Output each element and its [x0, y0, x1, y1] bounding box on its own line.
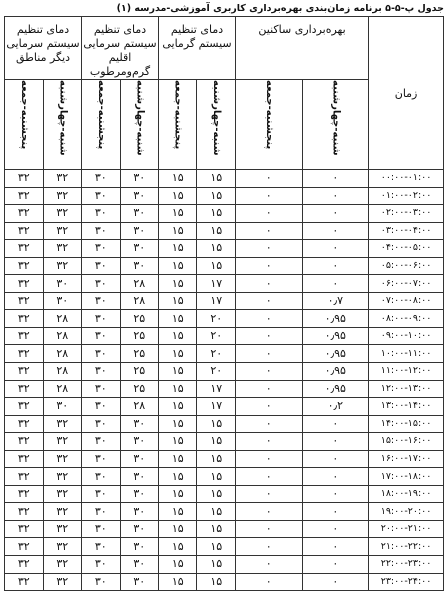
- value-cell: ۱۵: [159, 170, 197, 188]
- value-cell: ۳۲: [43, 222, 81, 240]
- value-cell: ۰: [235, 433, 302, 451]
- value-cell: ۳۲: [5, 433, 44, 451]
- value-cell: ۰: [302, 538, 369, 556]
- value-cell: ۱۵: [159, 556, 197, 574]
- time-cell: ۰۲:۰۰-۰۳:۰۰: [369, 205, 444, 223]
- value-cell: ۳۲: [43, 485, 81, 503]
- value-cell: ۱۵: [197, 450, 235, 468]
- value-cell: ۳۰: [82, 380, 120, 398]
- value-cell: ۱۵: [197, 538, 235, 556]
- value-cell: ۳۰: [82, 556, 120, 574]
- time-cell: ۰۸:۰۰-۰۹:۰۰: [369, 310, 444, 328]
- value-cell: ۳۲: [43, 503, 81, 521]
- value-cell: ۱۵: [159, 363, 197, 381]
- value-cell: ۳۲: [5, 556, 44, 574]
- table-row: [5, 257, 444, 275]
- value-cell: ۰: [302, 240, 369, 258]
- value-cell: ۳۰: [120, 187, 158, 205]
- value-cell: ۳۲: [5, 187, 44, 205]
- subheader-sat-wed: شنبه-چهارشنبه: [57, 80, 69, 156]
- subheader-cell: [5, 80, 44, 170]
- value-cell: ۰: [302, 433, 369, 451]
- time-cell: ۱۱:۰۰-۱۲:۰۰: [369, 363, 444, 381]
- value-cell: ۳۰: [120, 170, 158, 188]
- header-occupancy: بهره‌برداری ساکنین: [235, 17, 368, 80]
- value-cell: ۳۰: [120, 450, 158, 468]
- value-cell: ۱۵: [159, 573, 197, 591]
- table-row: [5, 468, 444, 486]
- time-cell: ۰۶:۰۰-۰۷:۰۰: [369, 275, 444, 293]
- value-cell: ۰: [302, 170, 369, 188]
- value-cell: ۰: [235, 538, 302, 556]
- time-cell: ۰۷:۰۰-۰۸:۰۰: [369, 292, 444, 310]
- header-cooling-setpoint-humid: دمای تنظیم سیستم سرمایی اقلیم گرم‌ومرطوب: [82, 17, 159, 80]
- subheader-thu-fri: پنجشنبه-جمعه: [18, 80, 30, 150]
- value-cell: ۳۲: [5, 240, 44, 258]
- value-cell: ۱۵: [159, 187, 197, 205]
- time-cell: ۰۱:۰۰-۰۲:۰۰: [369, 187, 444, 205]
- value-cell: ۲۰: [197, 327, 235, 345]
- value-cell: ۰: [302, 415, 369, 433]
- value-cell: ۰: [235, 310, 302, 328]
- value-cell: ۲۸: [120, 398, 158, 416]
- value-cell: ۳۲: [43, 187, 81, 205]
- value-cell: ۲۵: [120, 345, 158, 363]
- value-cell: ۲۸: [120, 275, 158, 293]
- table-row: [5, 398, 444, 416]
- time-cell: ۱۶:۰۰-۱۷:۰۰: [369, 450, 444, 468]
- value-cell: ۳۰: [82, 170, 120, 188]
- value-cell: ۱۵: [159, 485, 197, 503]
- value-cell: ۳۰: [120, 222, 158, 240]
- value-cell: ۳۰: [82, 485, 120, 503]
- value-cell: ۳۲: [5, 380, 44, 398]
- value-cell: ۳۲: [5, 363, 44, 381]
- value-cell: ۰: [302, 503, 369, 521]
- table-row: [5, 415, 444, 433]
- value-cell: ۱۵: [159, 205, 197, 223]
- subheader-sat-wed: شنبه-چهارشنبه: [211, 80, 223, 156]
- value-cell: ۲۸: [120, 292, 158, 310]
- value-cell: ۰٫۹۵: [302, 345, 369, 363]
- value-cell: ۱۵: [197, 257, 235, 275]
- time-cell: ۰۴:۰۰-۰۵:۰۰: [369, 240, 444, 258]
- value-cell: ۰: [235, 520, 302, 538]
- subheader-cell: [82, 80, 120, 170]
- subheader-thu-fri: پنجشنبه-جمعه: [172, 80, 184, 150]
- time-cell: ۰۹:۰۰-۱۰:۰۰: [369, 327, 444, 345]
- table-row: [5, 520, 444, 538]
- subheader-thu-fri: پنجشنبه-جمعه: [95, 80, 107, 150]
- value-cell: ۳۲: [43, 240, 81, 258]
- value-cell: ۲۸: [43, 363, 81, 381]
- value-cell: ۳۰: [82, 327, 120, 345]
- value-cell: ۳۲: [5, 538, 44, 556]
- value-cell: ۳۰: [120, 205, 158, 223]
- table-caption: جدول پ-۵-۵ برنامه زمان‌بندی بهره‌برداری کاربری آموزشی-مدرسه (۱): [116, 3, 444, 14]
- value-cell: ۱۵: [197, 170, 235, 188]
- subheader-cell: [235, 80, 302, 170]
- value-cell: ۳۲: [5, 310, 44, 328]
- value-cell: ۳۰: [82, 222, 120, 240]
- table-row: [5, 187, 444, 205]
- value-cell: ۰٫۹۵: [302, 380, 369, 398]
- value-cell: ۳۲: [43, 468, 81, 486]
- value-cell: ۱۵: [159, 433, 197, 451]
- value-cell: ۳۲: [5, 573, 44, 591]
- value-cell: ۰: [235, 573, 302, 591]
- time-cell: ۰۵:۰۰-۰۶:۰۰: [369, 257, 444, 275]
- value-cell: ۰: [302, 222, 369, 240]
- value-cell: ۱۵: [159, 345, 197, 363]
- value-cell: ۰: [302, 257, 369, 275]
- time-cell: ۱۴:۰۰-۱۵:۰۰: [369, 415, 444, 433]
- value-cell: ۳۰: [120, 415, 158, 433]
- value-cell: ۱۵: [197, 573, 235, 591]
- value-cell: ۰: [235, 380, 302, 398]
- value-cell: ۱۵: [159, 415, 197, 433]
- value-cell: ۰: [235, 222, 302, 240]
- time-cell: ۰۰:۰۰-۰۱:۰۰: [369, 170, 444, 188]
- subheader-cell: [302, 80, 369, 170]
- subheader-cell: [197, 80, 235, 170]
- value-cell: ۰: [235, 345, 302, 363]
- table-row: [5, 556, 444, 574]
- value-cell: ۱۵: [197, 222, 235, 240]
- value-cell: ۱۵: [197, 205, 235, 223]
- time-cell: ۲۳:۰۰-۲۴:۰۰: [369, 573, 444, 591]
- value-cell: ۳۰: [82, 573, 120, 591]
- table-row: [5, 345, 444, 363]
- value-cell: ۲۵: [120, 327, 158, 345]
- value-cell: ۳۰: [120, 503, 158, 521]
- value-cell: ۰: [235, 205, 302, 223]
- value-cell: ۳۰: [43, 275, 81, 293]
- value-cell: ۳۰: [120, 485, 158, 503]
- value-cell: ۰: [235, 556, 302, 574]
- value-cell: ۲۵: [120, 363, 158, 381]
- value-cell: ۰: [302, 520, 369, 538]
- value-cell: ۱۵: [197, 503, 235, 521]
- table-row: [5, 573, 444, 591]
- time-cell: ۲۲:۰۰-۲۳:۰۰: [369, 556, 444, 574]
- value-cell: ۲۰: [197, 363, 235, 381]
- value-cell: ۰: [235, 503, 302, 521]
- value-cell: ۱۵: [197, 485, 235, 503]
- schedule-table: [4, 16, 444, 591]
- value-cell: ۰: [235, 363, 302, 381]
- subheader-cell: [159, 80, 197, 170]
- value-cell: ۲۰: [197, 345, 235, 363]
- value-cell: ۰: [302, 450, 369, 468]
- time-cell: ۲۱:۰۰-۲۲:۰۰: [369, 538, 444, 556]
- value-cell: ۳۲: [43, 415, 81, 433]
- value-cell: ۰: [235, 485, 302, 503]
- value-cell: ۳۰: [82, 415, 120, 433]
- table-row: [5, 363, 444, 381]
- time-cell: ۱۵:۰۰-۱۶:۰۰: [369, 433, 444, 451]
- value-cell: ۳۰: [82, 292, 120, 310]
- table-row: [5, 222, 444, 240]
- subheader-thu-fri: پنجشنبه-جمعه: [263, 80, 275, 150]
- value-cell: ۱۵: [159, 257, 197, 275]
- value-cell: ۲۵: [120, 380, 158, 398]
- value-cell: ۳۰: [82, 205, 120, 223]
- value-cell: ۳۲: [43, 520, 81, 538]
- value-cell: ۳۰: [120, 433, 158, 451]
- value-cell: ۱۵: [159, 310, 197, 328]
- subheader-sat-wed: شنبه-چهارشنبه: [134, 80, 146, 156]
- value-cell: ۱۵: [159, 222, 197, 240]
- value-cell: ۱۵: [197, 556, 235, 574]
- value-cell: ۳۲: [43, 573, 81, 591]
- value-cell: ۳۲: [5, 222, 44, 240]
- value-cell: ۳۲: [43, 257, 81, 275]
- value-cell: ۰: [302, 187, 369, 205]
- value-cell: ۰: [302, 573, 369, 591]
- header-cooling-setpoint-other: دمای تنظیم سیستم سرمایی دیگر مناطق: [5, 17, 82, 80]
- table-row: [5, 240, 444, 258]
- value-cell: ۱۵: [159, 398, 197, 416]
- value-cell: ۳۲: [5, 520, 44, 538]
- group-header-row: [5, 17, 444, 80]
- value-cell: ۰: [235, 292, 302, 310]
- time-cell: ۲۰:۰۰-۲۱:۰۰: [369, 520, 444, 538]
- table-row: [5, 538, 444, 556]
- value-cell: ۳۰: [82, 275, 120, 293]
- value-cell: ۱۵: [159, 520, 197, 538]
- value-cell: ۰٫۲: [302, 398, 369, 416]
- value-cell: ۳۲: [43, 433, 81, 451]
- table-row: [5, 327, 444, 345]
- value-cell: ۰: [302, 468, 369, 486]
- value-cell: ۱۵: [159, 275, 197, 293]
- time-cell: ۱۷:۰۰-۱۸:۰۰: [369, 468, 444, 486]
- value-cell: ۰: [235, 170, 302, 188]
- value-cell: ۱۵: [197, 433, 235, 451]
- value-cell: ۳۰: [120, 257, 158, 275]
- value-cell: ۳۲: [43, 450, 81, 468]
- value-cell: ۳۰: [120, 573, 158, 591]
- value-cell: ۳۰: [82, 398, 120, 416]
- table-body: [5, 170, 444, 591]
- value-cell: ۰: [235, 187, 302, 205]
- value-cell: ۳۲: [5, 415, 44, 433]
- value-cell: ۳۲: [5, 257, 44, 275]
- value-cell: ۳۰: [120, 556, 158, 574]
- value-cell: ۳۲: [5, 327, 44, 345]
- value-cell: ۱۷: [197, 380, 235, 398]
- time-cell: ۱۰:۰۰-۱۱:۰۰: [369, 345, 444, 363]
- time-cell: ۱۸:۰۰-۱۹:۰۰: [369, 485, 444, 503]
- value-cell: ۰: [235, 240, 302, 258]
- value-cell: ۰٫۹۵: [302, 310, 369, 328]
- value-cell: ۱۵: [159, 292, 197, 310]
- value-cell: ۲۵: [120, 310, 158, 328]
- value-cell: ۱۷: [197, 275, 235, 293]
- value-cell: ۳۲: [5, 275, 44, 293]
- table-row: [5, 310, 444, 328]
- value-cell: ۳۲: [43, 556, 81, 574]
- value-cell: ۱۵: [197, 468, 235, 486]
- value-cell: ۰: [235, 450, 302, 468]
- table-row: [5, 205, 444, 223]
- value-cell: ۲۸: [43, 327, 81, 345]
- value-cell: ۳۲: [5, 398, 44, 416]
- value-cell: ۱۵: [197, 187, 235, 205]
- subheader-sat-wed: شنبه-چهارشنبه: [330, 80, 342, 156]
- value-cell: ۳۰: [120, 468, 158, 486]
- table-row: [5, 380, 444, 398]
- value-cell: ۰: [302, 556, 369, 574]
- subheader-cell: [120, 80, 158, 170]
- value-cell: ۳۲: [5, 345, 44, 363]
- value-cell: ۳۲: [5, 503, 44, 521]
- value-cell: ۱۵: [159, 240, 197, 258]
- header-heating-setpoint: دمای تنظیم سیستم گرمایی: [159, 17, 236, 80]
- value-cell: ۰: [235, 398, 302, 416]
- table-row: [5, 292, 444, 310]
- value-cell: ۳۰: [43, 292, 81, 310]
- value-cell: ۱۵: [159, 538, 197, 556]
- header-time: زمان: [369, 17, 444, 170]
- value-cell: ۱۵: [197, 415, 235, 433]
- table-row: [5, 170, 444, 188]
- time-cell: ۱۲:۰۰-۱۳:۰۰: [369, 380, 444, 398]
- value-cell: ۱۵: [197, 240, 235, 258]
- value-cell: ۱۵: [159, 380, 197, 398]
- value-cell: ۰: [235, 415, 302, 433]
- value-cell: ۳۰: [82, 187, 120, 205]
- value-cell: ۲۰: [197, 310, 235, 328]
- table-row: [5, 485, 444, 503]
- value-cell: ۰٫۷: [302, 292, 369, 310]
- value-cell: ۳۲: [43, 538, 81, 556]
- value-cell: ۳۰: [82, 363, 120, 381]
- value-cell: ۳۲: [5, 468, 44, 486]
- value-cell: ۳۰: [120, 538, 158, 556]
- value-cell: ۳۰: [82, 257, 120, 275]
- value-cell: ۳۰: [82, 468, 120, 486]
- value-cell: ۱۵: [159, 327, 197, 345]
- value-cell: ۰: [235, 327, 302, 345]
- value-cell: ۳۲: [5, 485, 44, 503]
- value-cell: ۳۰: [120, 520, 158, 538]
- value-cell: ۱۵: [159, 450, 197, 468]
- table-row: [5, 275, 444, 293]
- value-cell: ۲۸: [43, 380, 81, 398]
- value-cell: ۰: [235, 468, 302, 486]
- value-cell: ۰: [302, 205, 369, 223]
- subheader-cell: [43, 80, 81, 170]
- table-row: [5, 503, 444, 521]
- value-cell: ۱۵: [159, 468, 197, 486]
- value-cell: ۰: [235, 275, 302, 293]
- value-cell: ۱۵: [197, 520, 235, 538]
- value-cell: ۳۰: [82, 310, 120, 328]
- value-cell: ۳۰: [43, 398, 81, 416]
- value-cell: ۳۰: [120, 240, 158, 258]
- value-cell: ۰: [302, 485, 369, 503]
- value-cell: ۳۰: [82, 520, 120, 538]
- time-cell: ۱۳:۰۰-۱۴:۰۰: [369, 398, 444, 416]
- value-cell: ۳۰: [82, 503, 120, 521]
- value-cell: ۱۵: [159, 503, 197, 521]
- value-cell: ۰: [235, 257, 302, 275]
- value-cell: ۱۷: [197, 292, 235, 310]
- value-cell: ۲۸: [43, 345, 81, 363]
- time-cell: ۱۹:۰۰-۲۰:۰۰: [369, 503, 444, 521]
- table-row: [5, 433, 444, 451]
- value-cell: ۱۷: [197, 398, 235, 416]
- value-cell: ۳۲: [5, 450, 44, 468]
- table-row: [5, 450, 444, 468]
- value-cell: ۳۲: [5, 205, 44, 223]
- value-cell: ۳۲: [5, 170, 44, 188]
- value-cell: ۳۰: [82, 538, 120, 556]
- value-cell: ۳۰: [82, 450, 120, 468]
- value-cell: ۳۲: [43, 205, 81, 223]
- value-cell: ۳۲: [5, 292, 44, 310]
- value-cell: ۰٫۹۵: [302, 327, 369, 345]
- value-cell: ۳۰: [82, 433, 120, 451]
- value-cell: ۰: [302, 275, 369, 293]
- value-cell: ۳۰: [82, 345, 120, 363]
- value-cell: ۳۲: [43, 170, 81, 188]
- time-cell: ۰۳:۰۰-۰۴:۰۰: [369, 222, 444, 240]
- value-cell: ۲۸: [43, 310, 81, 328]
- value-cell: ۰٫۹۵: [302, 363, 369, 381]
- value-cell: ۳۰: [82, 240, 120, 258]
